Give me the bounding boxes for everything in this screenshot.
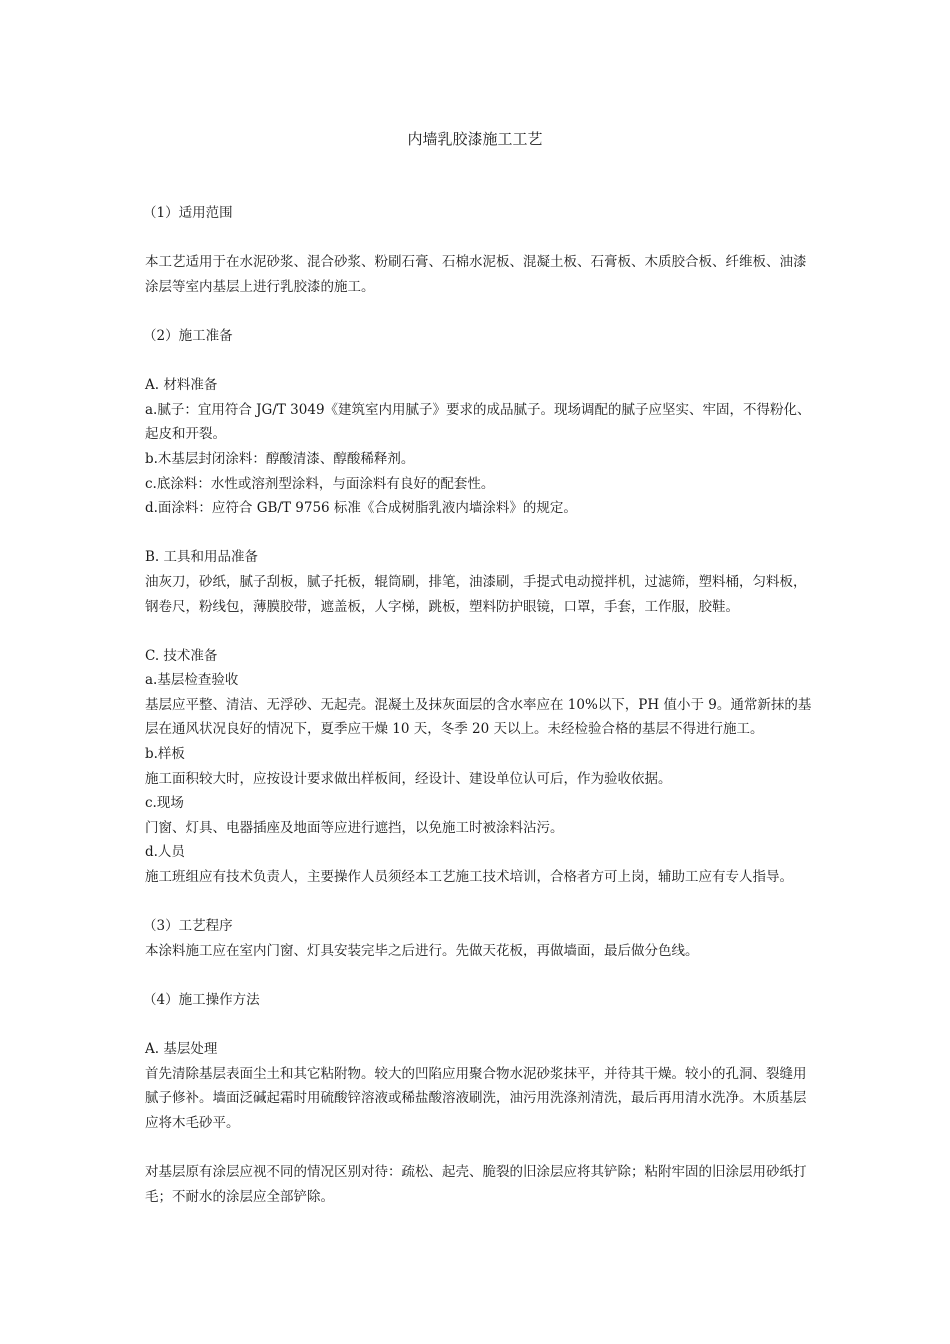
section-3-body: 本涂料施工应在室内门窗、灯具安装完毕之后进行。先做天花板，再做墙面，最后做分色线。 [145,942,699,959]
section-2c-a-heading: a.基层检查验收 [145,672,239,689]
section-2c-c-body: 门窗、灯具、电器插座及地面等应进行遮挡，以免施工时被涂料沾污。 [145,819,564,836]
spacer [145,890,815,915]
document-body [145,201,815,1209]
spacer [145,963,815,988]
section-4a-heading: A. 基层处理 [145,1041,218,1058]
section-4-heading: （4）施工操作方法 [143,992,260,1008]
section-2c-d-heading: d.人员 [145,844,185,861]
spacer [145,619,815,644]
section-1-heading: （1）适用范围 [143,205,233,221]
section-1-body: 本工艺适用于在水泥砂浆、混合砂浆、粉刷石膏、石棉水泥板、混凝土板、石膏板、木质胶合板、纤维板、油漆涂层等室内基层上进行乳胶漆的施工。 [145,254,807,295]
section-2c-b-heading: b.样板 [145,746,185,763]
spacer [145,299,815,324]
section-2a-heading: A. 材料准备 [145,377,218,394]
spacer [145,349,815,374]
spacer [145,226,815,251]
spacer [145,521,815,546]
section-2c-heading: C. 技术准备 [145,647,218,664]
section-2c-b-body: 施工面积较大时，应按设计要求做出样板间，经设计、建设单位认可后，作为验收依据。 [145,770,672,787]
section-2c-d-body: 施工班组应有技术负责人，主要操作人员须经本工艺施工技术培训，合格者方可上岗，辅助工应有专人指导。 [145,869,793,886]
section-2a-item-c: c.底涂料：水性或溶剂型涂料，与面涂料有良好的配套性。 [145,475,495,492]
section-4a-body-2: 对基层原有涂层应视不同的情况区别对待：疏松、起壳、脆裂的旧涂层应将其铲除；粘附牢固的旧涂层用砂纸打毛；不耐水的涂层应全部铲除。 [145,1164,807,1205]
spacer [145,1013,815,1038]
section-2a-item-b: b.木基层封闭涂料：醇酸清漆、醇酸稀释剂。 [145,450,415,467]
section-3-heading: （3）工艺程序 [143,918,233,935]
section-2b-heading: B. 工具和用品准备 [145,549,259,566]
spacer [145,1136,815,1161]
section-4a-body: 首先清除基层表面尘土和其它粘附物。较大的凹陷应用聚合物水泥砂浆抹平，并待其干燥。较小的孔洞、裂缝用腻子修补。墙面泛碱起霜时用硫酸锌溶液或稀盐酸溶液刷洗，油污用洗涤剂清洗，最后再用清水洗净。木质基层应将木毛砂平。 [145,1065,807,1131]
section-2-heading: （2）施工准备 [143,327,233,344]
section-2a-item-d: d.面涂料：应符合 GB/T 9756 标准《合成树脂乳液内墙涂料》的规定。 [145,500,577,517]
section-2b-body: 油灰刀，砂纸，腻子刮板，腻子托板，辊筒刷，排笔，油漆刷，手提式电动搅拌机，过滤筛，塑料桶，匀料板，钢卷尺，粉线包，薄膜胶带，遮盖板，人字梯，跳板，塑料防护眼镜，口罩，手套，工作服，胶鞋。 [145,573,807,615]
section-2a-item-a: a.腻子：宜用符合 JG/T 3049《建筑室内用腻子》要求的成品腻子。现场调配的腻子应坚实、牢固，不得粉化、起皮和开裂。 [145,401,811,443]
section-2c-a-body: 基层应平整、清洁、无浮砂、无起壳。混凝土及抹灰面层的含水率应在 10%以下，PH 值小于 9。通常新抹的基层在通风状况良好的情况下，夏季应干燥 10 天，冬季 20 天以上。未经检验合格的基层不得进行施工。 [145,696,812,738]
document-title: 内墙乳胶漆施工工艺 [407,130,543,148]
section-2c-c-heading: c.现场 [145,795,184,812]
